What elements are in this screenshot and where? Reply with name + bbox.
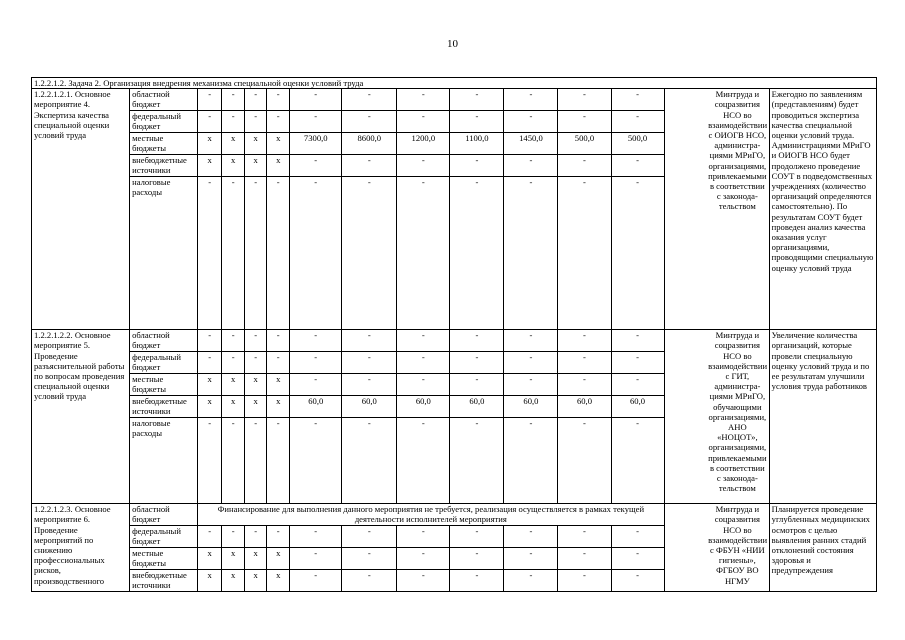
cell: x xyxy=(245,570,267,592)
funding-source: областной бюджет xyxy=(130,89,198,111)
program-table xyxy=(31,77,877,592)
cell: - xyxy=(342,89,397,111)
cell: - xyxy=(342,155,397,177)
cell: x xyxy=(222,155,245,177)
cell: 7300,0 xyxy=(290,133,342,155)
expected-result: Планируется проведение углубленных медицинских осмотров с целью выявления ранних стадий отклонений состояния здоровья и предупреждения xyxy=(769,504,876,592)
cell: - xyxy=(450,352,504,374)
cell: - xyxy=(342,548,397,570)
cell: x xyxy=(198,374,222,396)
expected-result: Ежегодно по заявлениям (представлениям) будет проводиться экспертиза качества специальной оценки условий труда. Администрациями МРиГО и ОИОГВ НСО будет продолжено проведение СОУТ в подведомственных учреждениях (количество организаций определяются самостоятельно). По результатам СОУТ будет проведен анализ качества оказания услуг организациями, проводящими специальную оценку условий труда xyxy=(769,89,876,330)
cell: x xyxy=(198,155,222,177)
cell: - xyxy=(245,418,267,504)
activity-name: 1.2.2.1.2.3. Основное мероприятие 6. Проведение мероприятий по снижению профессиональных рисков, производственного xyxy=(32,504,130,592)
cell: 60,0 xyxy=(342,396,397,418)
funding-source: местные бюджеты xyxy=(130,133,198,155)
cell: - xyxy=(611,177,664,330)
cell: - xyxy=(504,374,558,396)
cell: - xyxy=(290,570,342,592)
cell: - xyxy=(611,352,664,374)
cell: - xyxy=(342,330,397,352)
cell: 60,0 xyxy=(397,396,450,418)
cell: - xyxy=(342,570,397,592)
cell: - xyxy=(558,526,611,548)
funding-source: внебюджетные источники xyxy=(130,570,198,592)
cell: - xyxy=(290,526,342,548)
cell: x xyxy=(198,570,222,592)
funding-source: федеральный бюджет xyxy=(130,352,198,374)
cell: x xyxy=(245,133,267,155)
cell: - xyxy=(558,352,611,374)
cell: - xyxy=(450,330,504,352)
task-row xyxy=(32,78,877,89)
cell: - xyxy=(504,89,558,111)
cell: x xyxy=(222,548,245,570)
funding-source: местные бюджеты xyxy=(130,548,198,570)
cell: - xyxy=(342,177,397,330)
cell: - xyxy=(222,418,245,504)
cell: x xyxy=(245,374,267,396)
cell: - xyxy=(342,418,397,504)
cell: - xyxy=(198,352,222,374)
cell: - xyxy=(450,570,504,592)
cell: - xyxy=(504,570,558,592)
cell: - xyxy=(290,111,342,133)
cell: - xyxy=(611,155,664,177)
cell: - xyxy=(611,526,664,548)
cell: - xyxy=(397,548,450,570)
cell: - xyxy=(397,89,450,111)
cell: - xyxy=(222,89,245,111)
cell: x xyxy=(198,396,222,418)
financing-note: Финансирование для выполнения данного мероприятия не требуется, реализация осуществляется в рамках текущей деятельности исполнителей мероприятия xyxy=(198,504,664,526)
cell: x xyxy=(198,548,222,570)
activity-name: 1.2.2.1.2.2. Основное мероприятие 5. Проведение разъяснительной работы по вопросам проведения специальной оценки условий труда xyxy=(32,330,130,504)
cell: - xyxy=(397,374,450,396)
funding-source: внебюджетные источники xyxy=(130,155,198,177)
cell: x xyxy=(198,133,222,155)
cell: - xyxy=(198,330,222,352)
cell: x xyxy=(222,374,245,396)
executor: Минтруда и соцразвития НСО во взаимодействии с ОИОГВ НСО, администра-циями МРиГО, организациями, привлекаемыми в соответствии с законода-тельством xyxy=(706,89,769,330)
cell: - xyxy=(222,352,245,374)
cell: - xyxy=(504,177,558,330)
cell: - xyxy=(397,177,450,330)
cell: x xyxy=(267,133,290,155)
cell: - xyxy=(290,352,342,374)
cell: x xyxy=(267,548,290,570)
cell: - xyxy=(245,330,267,352)
cell: x xyxy=(245,155,267,177)
cell: - xyxy=(245,111,267,133)
activity-name: 1.2.2.1.2.1. Основное мероприятие 4. Экспертиза качества специальной оценки условий труда xyxy=(32,89,130,330)
funding-source: федеральный бюджет xyxy=(130,526,198,548)
cell: - xyxy=(611,548,664,570)
cell: 60,0 xyxy=(450,396,504,418)
cell: - xyxy=(611,111,664,133)
cell: - xyxy=(504,418,558,504)
cell: - xyxy=(450,526,504,548)
cell: - xyxy=(245,177,267,330)
cell: - xyxy=(397,526,450,548)
cell: - xyxy=(611,570,664,592)
cell: - xyxy=(290,155,342,177)
funding-source: областной бюджет xyxy=(130,330,198,352)
cell: x xyxy=(267,570,290,592)
cell: 8600,0 xyxy=(342,133,397,155)
cell: - xyxy=(198,111,222,133)
cell: - xyxy=(222,177,245,330)
cell: - xyxy=(504,155,558,177)
cell: - xyxy=(450,418,504,504)
funding-source: областной бюджет xyxy=(130,504,198,526)
cell: - xyxy=(558,548,611,570)
cell: 60,0 xyxy=(504,396,558,418)
cell: x xyxy=(222,133,245,155)
task-title: 1.2.2.1.2. Задача 2. Организация внедрения механизма специальной оценки условий труда xyxy=(32,78,877,89)
cell: - xyxy=(504,548,558,570)
cell: - xyxy=(290,548,342,570)
cell: - xyxy=(558,177,611,330)
cell: - xyxy=(397,570,450,592)
cell: - xyxy=(611,374,664,396)
cell: 1200,0 xyxy=(397,133,450,155)
cell: - xyxy=(198,89,222,111)
funding-source: местные бюджеты xyxy=(130,374,198,396)
cell: - xyxy=(267,111,290,133)
funding-source: налоговые расходы xyxy=(130,418,198,504)
cell: - xyxy=(611,89,664,111)
cell: - xyxy=(290,374,342,396)
cell: - xyxy=(450,89,504,111)
funding-source: внебюджетные источники xyxy=(130,396,198,418)
cell: - xyxy=(504,111,558,133)
cell: - xyxy=(342,111,397,133)
executor: Минтруда и соцразвития НСО во взаимодействии с ФБУН «НИИ гигиены», ФГБОУ ВО НГМУ xyxy=(706,504,769,592)
cell: - xyxy=(267,89,290,111)
cell: - xyxy=(342,352,397,374)
cell: - xyxy=(397,418,450,504)
cell: - xyxy=(267,418,290,504)
cell: x xyxy=(222,570,245,592)
cell: - xyxy=(558,570,611,592)
cell: - xyxy=(245,89,267,111)
cell: - xyxy=(290,330,342,352)
cell: - xyxy=(450,177,504,330)
cell: - xyxy=(611,418,664,504)
funding-source: федеральный бюджет xyxy=(130,111,198,133)
cell: - xyxy=(450,374,504,396)
cell: - xyxy=(450,111,504,133)
expected-result: Увеличение количества организаций, которые провели специальную оценку условий труда и по ее результатам улучшили условия труда работников xyxy=(769,330,876,504)
cell: - xyxy=(558,155,611,177)
cell: - xyxy=(558,330,611,352)
cell: - xyxy=(222,330,245,352)
cell: - xyxy=(558,89,611,111)
cell: - xyxy=(245,352,267,374)
cell: - xyxy=(267,177,290,330)
cell: - xyxy=(198,526,222,548)
cell: 60,0 xyxy=(611,396,664,418)
cell: - xyxy=(290,89,342,111)
cell: - xyxy=(342,526,397,548)
cell: - xyxy=(558,111,611,133)
cell: 60,0 xyxy=(558,396,611,418)
cell: x xyxy=(267,396,290,418)
cell: - xyxy=(504,352,558,374)
cell: - xyxy=(198,177,222,330)
cell: - xyxy=(450,155,504,177)
cell: x xyxy=(245,396,267,418)
cell: x xyxy=(222,396,245,418)
cell: - xyxy=(450,548,504,570)
cell: 500,0 xyxy=(558,133,611,155)
cell: 1100,0 xyxy=(450,133,504,155)
cell: - xyxy=(397,111,450,133)
cell: - xyxy=(558,418,611,504)
cell: - xyxy=(504,526,558,548)
cell: - xyxy=(397,330,450,352)
cell: - xyxy=(397,155,450,177)
page-number: 10 xyxy=(447,38,458,50)
cell: - xyxy=(267,352,290,374)
table-row xyxy=(32,89,877,111)
cell: - xyxy=(342,374,397,396)
cell: - xyxy=(611,330,664,352)
cell: - xyxy=(267,526,290,548)
cell: - xyxy=(397,352,450,374)
cell: - xyxy=(558,374,611,396)
funding-source: налоговые расходы xyxy=(130,177,198,330)
cell: - xyxy=(222,526,245,548)
table-row xyxy=(32,330,877,352)
cell: - xyxy=(290,418,342,504)
executor: Минтруда и соцразвития НСО во взаимодействии с ГИТ, администра-циями МРиГО, обучающими организациями, АНО «НОЦОТ», организациями, привлекаемыми в соответствии с законода-тельством xyxy=(706,330,769,504)
cell: - xyxy=(222,111,245,133)
cell: - xyxy=(198,418,222,504)
cell: - xyxy=(245,526,267,548)
cell: - xyxy=(267,330,290,352)
cell: 1450,0 xyxy=(504,133,558,155)
cell: 60,0 xyxy=(290,396,342,418)
cell: - xyxy=(290,177,342,330)
cell: - xyxy=(504,330,558,352)
cell: x xyxy=(245,548,267,570)
table-row xyxy=(32,504,877,526)
cell: x xyxy=(267,374,290,396)
cell: x xyxy=(267,155,290,177)
cell: 500,0 xyxy=(611,133,664,155)
